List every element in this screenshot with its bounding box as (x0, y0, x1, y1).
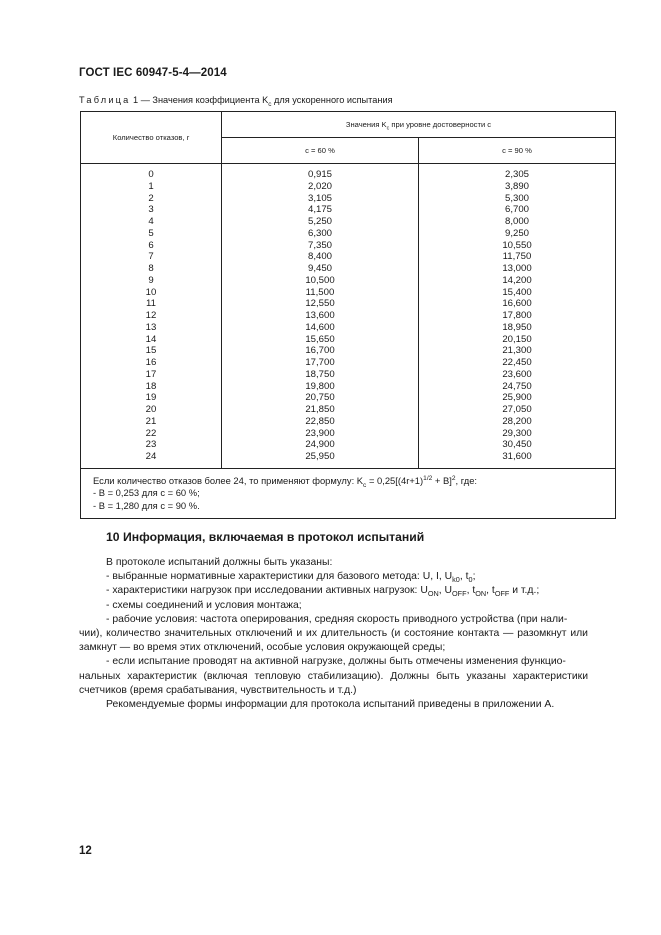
failure-count-cell: 2 (148, 192, 154, 204)
kc-90-cell: 22,450 (502, 357, 532, 368)
table-caption-word: Таблица (79, 95, 131, 105)
note-b-90: - B = 1,280 для c = 90 %. (93, 499, 200, 511)
kc-90-cell: 30,450 (502, 439, 532, 451)
kc-60-cell: 23,900 (305, 427, 335, 439)
kc-60-cell: 13,600 (305, 310, 335, 321)
kc-90-cell: 16,600 (502, 298, 532, 310)
kc-60-cell: 5,250 (307, 216, 332, 227)
failure-count-cell: 16 (145, 357, 157, 368)
kc-60-cell: 22,850 (305, 415, 335, 427)
kc-90-cell: 28,200 (502, 415, 532, 427)
paragraph-wiring: - схемы соединений и условия монтажа; (106, 599, 302, 611)
kc-90-cell: 20,150 (502, 333, 532, 345)
paragraph-active-load-first: - если испытание проводят на активной нагрузке, должны быть отмечены изменения функцио- (106, 656, 566, 668)
failure-count-cell: 5 (148, 227, 154, 239)
failure-count-cell: 1 (148, 180, 154, 192)
kc-60-cell: 15,650 (305, 333, 335, 345)
kc-60-cell: 11,500 (305, 286, 335, 298)
kc-60-cell: 17,700 (305, 357, 335, 368)
paragraph-intro: В протоколе испытаний должны быть указаны: (106, 557, 333, 568)
kc-60-cell: 0,915 (307, 169, 332, 180)
kc-90-cell: 17,800 (502, 310, 532, 321)
failure-count-cell: 0 (148, 169, 154, 180)
failure-count-cell: 22 (145, 427, 157, 439)
kc-60-cell: 16,700 (305, 345, 335, 357)
kc-90-cell: 11,750 (502, 251, 532, 263)
paragraph-recommended-forms: Рекомендуемые формы информации для протокола испытаний приведены в приложении А. (106, 699, 555, 711)
failure-count-cell: 9 (148, 274, 154, 286)
failure-count-cell: 10 (145, 286, 157, 298)
kc-60-cell: 20,750 (305, 392, 335, 404)
kc-90-cell: 9,250 (504, 227, 529, 239)
kc-90-cell: 31,600 (502, 451, 532, 462)
note-formula: Если количество отказов более 24, то применяют формулу: $K_c = 0,25[(4r+1)^{1/2} + B]^2$, где: (93, 474, 478, 489)
failure-count-cell: 17 (145, 368, 157, 380)
kc90-column (419, 164, 616, 469)
failure-count-cell: 12 (145, 310, 157, 321)
kc-90-cell: 27,050 (502, 404, 532, 415)
kc-60-cell: 8,400 (307, 251, 332, 263)
kc-90-cell: 10,550 (502, 239, 532, 251)
failure-count-cell: 23 (145, 439, 157, 451)
kc-90-cell: 8,000 (504, 216, 529, 227)
failure-count-cell: 13 (145, 321, 157, 333)
kc-90-cell: 29,300 (502, 427, 532, 439)
table-note (81, 468, 616, 519)
kc-60-cell: 2,020 (307, 180, 332, 192)
kc-90-cell: 21,300 (502, 345, 532, 357)
table-caption-tail: для ускоренного испытания (271, 95, 393, 105)
header-kc-group: Значения $K_c$ при уровне достоверности c (222, 112, 616, 138)
paragraph-operating-first: - рабочие условия: частота оперирования, средняя скорость приводного устройства (при нали- (106, 613, 568, 625)
kc-60-cell: 19,800 (305, 380, 335, 392)
header-c90: c = 90 % (419, 138, 616, 164)
failure-count-cell: 8 (148, 263, 154, 274)
failure-count-cell: 20 (145, 404, 157, 415)
kc-60-cell: 9,450 (307, 263, 332, 274)
kc-60-cell: 3,105 (307, 192, 332, 204)
kc-90-cell: 18,950 (502, 321, 532, 333)
failures-column (81, 164, 222, 469)
kc-60-cell: 10,500 (305, 274, 335, 286)
page-number: 12 (79, 845, 92, 857)
failure-count-cell: 7 (148, 251, 154, 263)
table-caption (79, 95, 393, 108)
kc-values-table (80, 111, 616, 519)
failure-count-cell: 15 (145, 345, 157, 357)
kc-90-cell: 23,600 (502, 368, 532, 380)
kc-60-cell: 25,950 (305, 451, 335, 462)
kc-90-cell: 25,900 (502, 392, 532, 404)
failure-count-cell: 14 (145, 333, 157, 345)
failure-count-cell: 11 (146, 298, 156, 310)
kc-60-cell: 6,300 (307, 227, 332, 239)
table-caption-number: 1 (133, 95, 139, 105)
kc-90-cell: 6,700 (504, 204, 529, 216)
kc-60-cell: 18,750 (305, 368, 335, 380)
kc-90-cell: 15,400 (502, 286, 532, 298)
kc-60-cell: 12,550 (305, 298, 335, 310)
kc-60-cell: 14,600 (305, 321, 335, 333)
header-c60: c = 60 % (222, 138, 419, 164)
failure-count-cell: 3 (148, 204, 154, 216)
kc-60-cell: 24,900 (305, 439, 335, 451)
paragraph-characteristics: - выбранные нормативные характеристики для базового метода: U, I, $U_{k0}$, $t_0$; (106, 571, 476, 585)
failure-count-cell: 24 (145, 451, 157, 462)
paragraph-operating-rest: чии), количество значительных отключений и их длительность (и состояние контакта — разомкнут или замкнут — во время этих отключений, особые условия окружающей среды; (79, 628, 588, 654)
table-caption-sub: c (268, 100, 272, 108)
table-caption-text: — Значения коэффициента K (140, 95, 269, 105)
failure-count-cell: 18 (145, 380, 157, 392)
failure-count-cell: 6 (148, 239, 154, 251)
section-heading: 10 Информация, включаемая в протокол испытаний (106, 530, 425, 544)
kc-90-cell: 13,000 (502, 263, 532, 274)
failure-count-cell: 21 (145, 415, 157, 427)
paragraph-active-load-rest: нальных характеристик (включая тепловую стабилизацию). Должны быть указаны характеристики счетчиков (время срабатывания, чувствительность и т.д.) (79, 670, 588, 696)
failure-count-cell: 19 (145, 392, 157, 404)
kc-60-cell: 21,850 (305, 404, 335, 415)
kc-90-cell: 14,200 (502, 274, 532, 286)
kc60-column (222, 164, 419, 469)
kc-90-cell: 2,305 (504, 169, 529, 180)
header-failures: Количество отказов, r (81, 112, 222, 164)
section-body (79, 556, 588, 712)
note-b-60: - B = 0,253 для c = 60 %; (93, 487, 200, 499)
paragraph-load-characteristics: - характеристики нагрузок при исследовании активных нагрузок: $U_{ON}$, $U_{OFF}$, $t_{ON}$, $t_{OFF}$ и т.д.; (106, 585, 540, 599)
kc-90-cell: 3,890 (504, 180, 529, 192)
kc-90-cell: 5,300 (504, 192, 529, 204)
kc-60-cell: 4,175 (307, 204, 332, 216)
kc-90-cell: 24,750 (502, 380, 532, 392)
failure-count-cell: 4 (148, 216, 154, 227)
kc-60-cell: 7,350 (307, 239, 332, 251)
document-code: ГОСТ IEC 60947-5-4—2014 (79, 67, 227, 79)
